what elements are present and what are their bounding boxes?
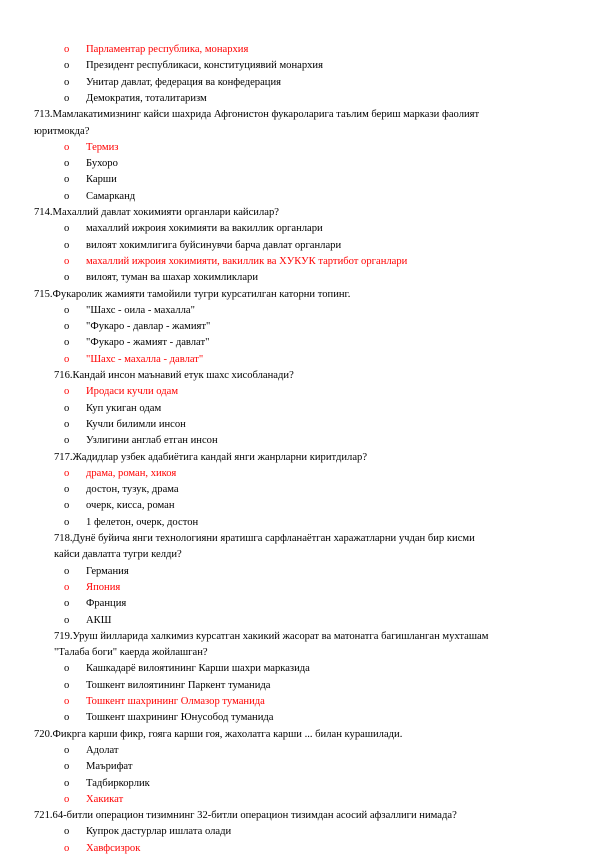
- question-text: 716.Кандай инсон маънавий етук шахс хисобланади?: [54, 370, 294, 381]
- answer-option-text: Франция: [86, 598, 127, 610]
- bullet-marker: o: [64, 239, 70, 251]
- bullet-marker: o: [64, 467, 70, 479]
- bullet-marker: o: [64, 337, 70, 349]
- answer-option-text: драма, роман, хикоя: [86, 467, 177, 479]
- bullet-marker: o: [64, 158, 70, 170]
- answer-option-text: "Шахс - махалла - давлат": [86, 353, 204, 365]
- answer-option-text: Унитар давлат, федерация ва конфедерация: [86, 76, 282, 88]
- answer-option-text: Тадбиркорлик: [86, 777, 150, 789]
- bullet-marker: o: [64, 190, 70, 202]
- bullet-marker: o: [64, 516, 70, 528]
- bullet-marker: o: [64, 598, 70, 610]
- question-text: "Талаба боги" каерда жойлашган?: [54, 647, 208, 659]
- answer-option-text: "Фукаро - жамият - давлат": [86, 337, 210, 349]
- answer-option-text: вилоят хокимлигига буйсинувчи барча давлат органлари: [86, 239, 342, 251]
- answer-option-text: Япония: [86, 581, 121, 593]
- answer-option-text: Карши: [86, 174, 117, 186]
- answer-option-text: достон, тузук, драма: [86, 484, 179, 496]
- answer-option-text: "Фукаро - давлар - жамият": [86, 321, 211, 333]
- answer-option-text: Кашкадарё вилоятининг Карши шахри марказида: [86, 663, 310, 675]
- answer-option-text: 1 фелетон, очерк, достон: [86, 516, 199, 528]
- answer-option-text: Маърифат: [86, 761, 133, 773]
- answer-option-text: Германия: [86, 565, 129, 577]
- answer-option-text: вилоят, туман ва шахар хокимликлари: [86, 272, 258, 284]
- answer-option-text: Парламентар республика, монархия: [86, 44, 249, 55]
- bullet-marker: o: [64, 141, 70, 153]
- question-text: 713.Мамлакатимизнинг кайси шахрида Афгонистон фукароларига таълим бериш маркази фаолият: [34, 109, 480, 121]
- bullet-marker: o: [64, 174, 70, 186]
- bullet-marker: o: [64, 565, 70, 577]
- question-text: 714.Махаллий давлат хокимияти органлари кайсилар?: [34, 207, 279, 218]
- bullet-marker: o: [64, 842, 70, 854]
- bullet-marker: o: [64, 581, 70, 593]
- bullet-marker: o: [64, 744, 70, 756]
- bullet-marker: o: [64, 402, 70, 414]
- answer-option-text: Кучли билимли инсон: [86, 418, 186, 430]
- bullet-marker: o: [64, 92, 70, 104]
- bullet-marker: o: [64, 304, 70, 316]
- answer-option-text: Купрок дастурлар ишлата олади: [86, 826, 232, 838]
- bullet-marker: o: [64, 777, 70, 789]
- bullet-marker: o: [64, 614, 70, 626]
- bullet-marker: o: [64, 826, 70, 838]
- answer-option-text: Бухоро: [86, 158, 118, 170]
- bullet-marker: o: [64, 223, 70, 235]
- bullet-marker: o: [64, 712, 70, 724]
- bullet-marker: o: [64, 435, 70, 447]
- answer-option-text: АКШ: [86, 614, 112, 626]
- question-text: кайси давлатга тугри келди?: [54, 549, 182, 561]
- bullet-marker: o: [64, 255, 70, 267]
- bullet-marker: o: [64, 272, 70, 284]
- bullet-marker: o: [64, 321, 70, 333]
- bullet-marker: o: [64, 793, 70, 805]
- answer-option-text: Узлигини англаб етган инсон: [86, 435, 218, 447]
- question-text: 718.Дунё буйича янги технологияни яратишга сарфланаётган харажатларни учдан бир кисми: [54, 533, 475, 544]
- answer-option-text: махаллий ижроия хокимияти, вакиллик ва ХУКУК тартибот органлари: [86, 255, 408, 267]
- bullet-marker: o: [64, 484, 70, 496]
- bullet-marker: o: [64, 386, 70, 398]
- answer-option-text: Тошкент шахрининг Олмазор туманида: [86, 696, 265, 707]
- answer-option-text: Хакикат: [86, 793, 124, 805]
- question-text: 720.Фикрга карши фикр, гояга карши гоя, жахолатга карши ... билан курашилади.: [34, 728, 403, 740]
- question-text: 717.Жадидлар узбек адабиётига кандай янги жанрларни киритдилар?: [54, 451, 368, 463]
- answer-option-text: Президент республикаси, конституциявий монархия: [86, 60, 323, 72]
- bullet-marker: o: [64, 679, 70, 691]
- answer-option-text: Хавфсизрок: [86, 842, 141, 854]
- question-text: 721.64-битли операцион тизимнинг 32-битли операцион тизимдан асосий афзаллиги нимада?: [34, 810, 457, 822]
- answer-option-text: Тошкент шахрининг Юнусобод туманида: [86, 712, 274, 724]
- bullet-marker: o: [64, 44, 70, 55]
- answer-option-text: Демократия, тоталитаризм: [86, 92, 207, 104]
- answer-option-text: Адолат: [86, 744, 119, 756]
- answer-option-text: Самарканд: [86, 190, 136, 202]
- answer-option-text: махаллий ижроия хокимияти ва вакиллик органлари: [86, 223, 323, 235]
- bullet-marker: o: [64, 353, 70, 365]
- question-text: юритмокда?: [34, 125, 90, 137]
- bullet-marker: o: [64, 663, 70, 675]
- answer-option-text: очерк, кисса, роман: [86, 500, 175, 512]
- answer-option-text: Термиз: [86, 141, 119, 153]
- bullet-marker: o: [64, 761, 70, 773]
- bullet-marker: o: [64, 500, 70, 512]
- answer-option-text: Тошкент вилоятининг Паркент туманида: [86, 679, 271, 691]
- answer-option-text: "Шахс - оила - махалла": [86, 304, 195, 316]
- bullet-marker: o: [64, 60, 70, 72]
- question-text: 715.Фукаролик жамияти тамойили тугри курсатилган каторни топинг.: [34, 288, 351, 300]
- bullet-marker: o: [64, 76, 70, 88]
- answer-option-text: Иродаси кучли одам: [86, 386, 179, 398]
- answer-option-text: Куп укиган одам: [86, 402, 162, 414]
- bullet-marker: o: [64, 418, 70, 430]
- question-text: 719.Уруш йилларида халкимиз курсатган хакикий жасорат ва матонатга багишланган мухташам: [54, 630, 489, 642]
- bullet-marker: o: [64, 696, 70, 707]
